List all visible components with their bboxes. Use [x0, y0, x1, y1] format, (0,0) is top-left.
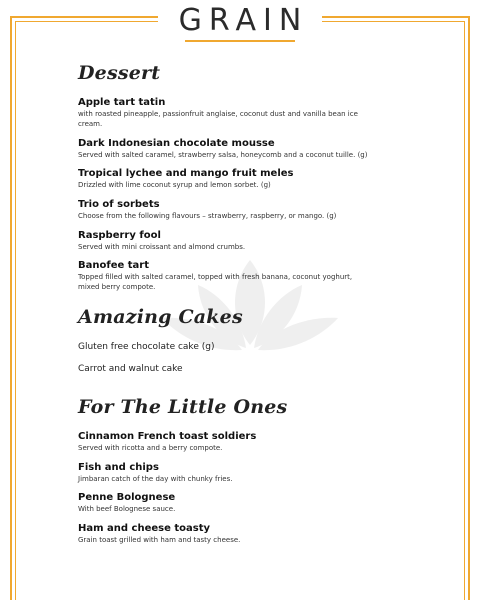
item-description: Served with mini croissant and almond crumbs.: [78, 243, 246, 251]
item-name: Dark Indonesian chocolate mousse: [78, 138, 275, 149]
item-description: with roasted pineapple, passionfruit anglaise, coconut dust and vanilla bean ice cream.: [78, 110, 358, 128]
item-name: Banofee tart: [78, 260, 149, 271]
menu-item: [78, 522, 378, 545]
menu-item: [78, 96, 368, 129]
menu-item: [78, 137, 378, 160]
menu-item: Gluten free chocolate cake (g): [78, 342, 215, 352]
item-name: Penne Bolognese: [78, 492, 176, 503]
menu-item: [78, 167, 378, 190]
brand-logo: [158, 0, 323, 50]
section-dessert: [78, 62, 160, 84]
section-amazing-cakes: [78, 306, 243, 328]
item-name: Apple tart tatin: [78, 97, 166, 108]
item-description: Served with salted caramel, strawberry salsa, honeycomb and a coconut tuille. (g): [78, 151, 368, 159]
menu-item: [78, 229, 378, 252]
item-description: Served with ricotta and a berry compote.: [78, 444, 223, 452]
item-name: Ham and cheese toasty: [78, 523, 211, 534]
item-description: Grain toast grilled with ham and tasty cheese.: [78, 536, 241, 544]
item-description: With beef Bolognese sauce.: [78, 505, 176, 513]
item-description: Drizzled with lime coconut syrup and lemon sorbet. (g): [78, 181, 271, 189]
brand-name: GRAIN: [178, 3, 309, 38]
section-title: Amazing Cakes: [78, 306, 243, 328]
item-description: Jimbaran catch of the day with chunky fries.: [78, 475, 233, 483]
menu-item: [78, 430, 378, 453]
menu-item: [78, 461, 378, 484]
header: [0, 0, 480, 52]
menu-item: [78, 259, 363, 292]
logo-underline: [185, 40, 295, 42]
item-description: Choose from the following flavours – strawberry, raspberry, or mango. (g): [78, 212, 337, 220]
menu-item: Carrot and walnut cake: [78, 364, 183, 374]
menu-item: [78, 491, 378, 514]
item-name: Raspberry fool: [78, 230, 161, 241]
item-description: Topped filled with salted caramel, topped with fresh banana, coconut yoghurt, mixed berry compote.: [78, 273, 353, 291]
item-name: Fish and chips: [78, 462, 159, 473]
item-name: Cinnamon French toast soldiers: [78, 431, 257, 442]
section-title: Dessert: [78, 62, 161, 84]
item-name: Tropical lychee and mango fruit meles: [78, 168, 294, 179]
item-name: Trio of sorbets: [78, 199, 160, 210]
section-title: For The Little Ones: [78, 396, 288, 418]
menu-item: [78, 198, 378, 221]
section-little-ones: [78, 396, 287, 418]
